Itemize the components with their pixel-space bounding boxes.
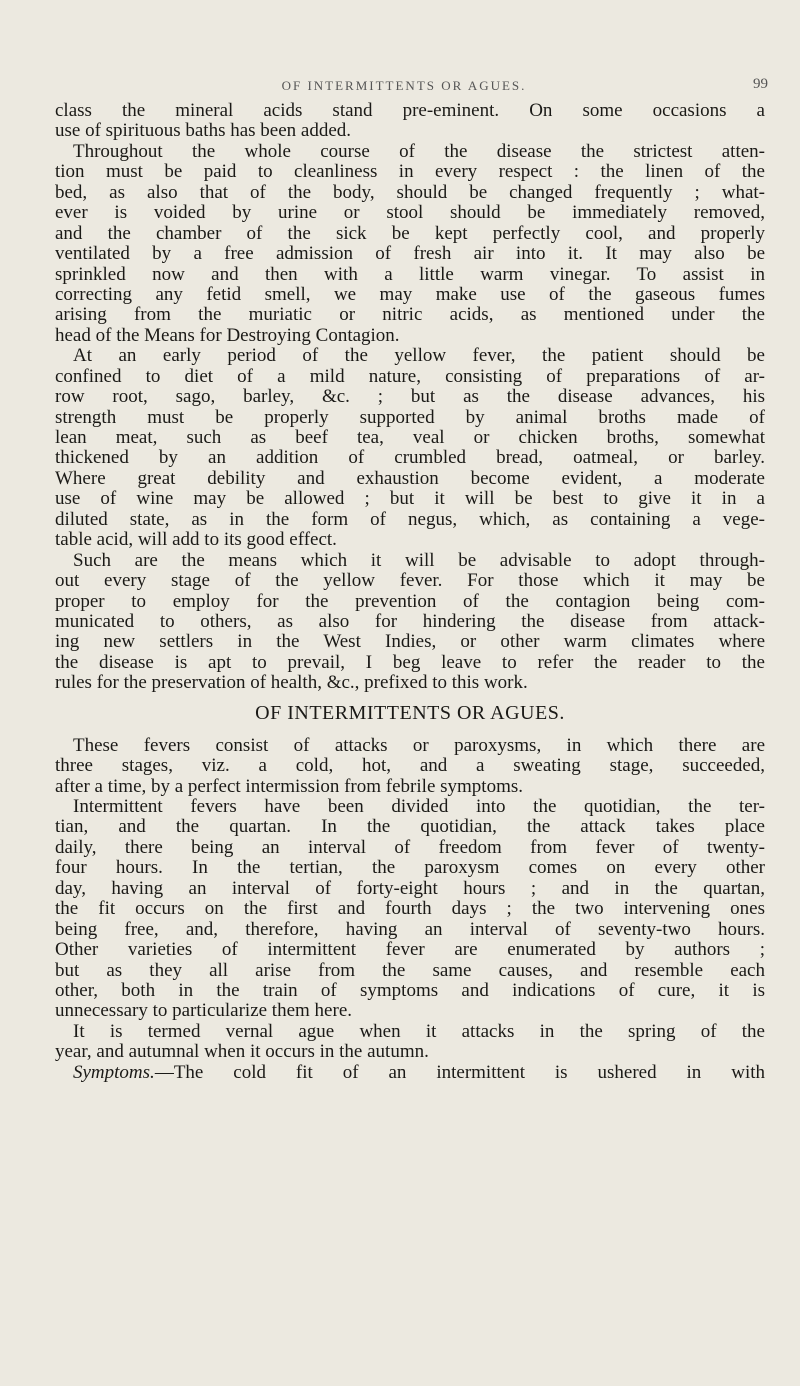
text-line: These fevers consist of attacks or paroxysms, in which there are xyxy=(73,734,765,756)
text-line: but as they all arise from the same causes, and resemble each xyxy=(55,959,765,981)
text-line: after a time, by a perfect intermission from febrile symptoms. xyxy=(55,775,523,797)
page-number: 99 xyxy=(753,76,768,92)
text-line: tion must be paid to cleanliness in every respect : the linen of the xyxy=(55,161,765,183)
text-line: At an early period of the yellow fever, the patient should be xyxy=(73,345,765,367)
text-line: tian, and the quartan. In the quotidian, the attack takes place xyxy=(55,816,765,838)
text-line: ing new settlers in the West Indies, or other warm climates where xyxy=(55,631,765,653)
text-line: lean meat, such as beef tea, veal or chicken broths, somewhat xyxy=(55,427,765,448)
body-text xyxy=(55,101,765,1083)
text-line: use of spirituous baths has been added. xyxy=(55,120,352,142)
text-line: four hours. In the tertian, the paroxysm comes on every other xyxy=(55,857,765,879)
text-line: other, both in the train of symptoms and indications of cure, it is xyxy=(55,979,765,1001)
text-line: three stages, viz. a cold, hot, and a sweating stage, succeeded, xyxy=(55,755,765,777)
italic-lead: Symptoms. xyxy=(73,1061,155,1083)
text-line: out every stage of the yellow fever. For those which it may be xyxy=(55,570,765,592)
text-line: sprinkled now and then with a little warm vinegar. To assist in xyxy=(55,263,765,285)
text-line: day, having an interval of forty-eight hours ; and in the quartan, xyxy=(55,877,765,899)
text-line: being free, and, therefore, having an interval of seventy-two hours. xyxy=(55,918,765,940)
text-line: Intermittent fevers have been divided into the quotidian, the ter- xyxy=(73,796,765,817)
text-line xyxy=(55,1063,765,1083)
text-line: head of the Means for Destroying Contagion. xyxy=(55,324,400,346)
text-line: correcting any fetid smell, we may make use of the gaseous fumes xyxy=(55,283,765,305)
text-line: Where great debility and exhaustion become evident, a moderate xyxy=(55,467,765,489)
text-line: Such are the means which it will be advisable to adopt through- xyxy=(73,549,765,571)
line-text: —The cold fit of an intermittent is ushered in with xyxy=(154,1061,765,1083)
text-line: confined to diet of a mild nature, consisting of preparations of ar- xyxy=(55,365,765,387)
text-line: ventilated by a free admission of fresh air into it. It may also be xyxy=(55,243,765,265)
text-line: thickened by an addition of crumbled bread, oatmeal, or barley. xyxy=(55,447,765,469)
text-line: the fit occurs on the first and fourth days ; the two intervening ones xyxy=(55,898,765,920)
running-title: OF INTERMITTENTS OR AGUES. xyxy=(281,78,527,93)
text-line: arising from the muriatic or nitric acids, as mentioned under the xyxy=(55,304,765,326)
text-line: year, and autumnal when it occurs in the autumn. xyxy=(55,1041,429,1063)
section-heading: OF INTERMITTENTS OR AGUES. xyxy=(255,701,565,724)
text-line: bed, as also that of the body, should be changed frequently ; what- xyxy=(55,181,765,203)
text-line: diluted state, as in the form of negus, which, as containing a vege- xyxy=(55,508,765,530)
text-line: municated to others, as also for hindering the disease from attack- xyxy=(55,610,765,632)
text-line: proper to employ for the prevention of the contagion being com- xyxy=(55,590,765,612)
text-line: and the chamber of the sick be kept perfectly cool, and properly xyxy=(55,222,765,244)
text-line: use of wine may be allowed ; but it will be best to give it in a xyxy=(55,488,765,510)
running-head xyxy=(40,78,768,98)
text-line: daily, there being an interval of freedom from fever of twenty- xyxy=(55,836,765,858)
text-line: the disease is apt to prevail, I beg leave to refer the reader to the xyxy=(55,651,765,673)
text-line: unnecessary to particularize them here. xyxy=(55,1000,352,1022)
text-line: table acid, will add to its good effect. xyxy=(55,529,337,551)
text-line: ever is voided by urine or stool should be immediately removed, xyxy=(55,202,765,224)
text-line: row root, sago, barley, &c. ; but as the disease advances, his xyxy=(55,386,765,408)
text-line: Other varieties of intermittent fever are enumerated by authors ; xyxy=(55,939,765,961)
text-line: rules for the preservation of health, &c., prefixed to this work. xyxy=(55,672,528,694)
text-line: class the mineral acids stand pre-eminent. On some occasions a xyxy=(55,100,765,121)
text-line: Throughout the whole course of the disease the strictest atten- xyxy=(73,140,765,162)
text-line: It is termed vernal ague when it attacks in the spring of the xyxy=(73,1020,765,1042)
text-line: strength must be properly supported by animal broths made of xyxy=(55,406,765,428)
